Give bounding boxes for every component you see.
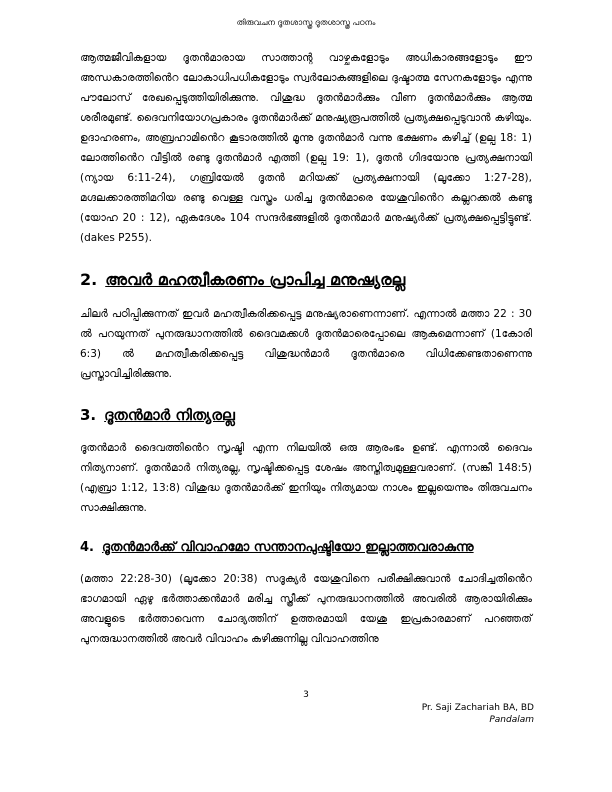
page-number: 3 xyxy=(303,690,309,700)
section-number: 3. xyxy=(80,406,97,424)
page-body xyxy=(80,48,532,671)
section-heading xyxy=(80,270,532,290)
section-title: അവർ മഹത്വീകരണം പ്രാപിച്ച മനുഷ്യരല്ല xyxy=(105,270,406,289)
author-name: Pr. Saji Zachariah BA, BD xyxy=(421,703,534,713)
section-heading xyxy=(80,406,532,424)
author-block xyxy=(422,702,534,726)
running-header: തിരുവചന ദൂതശാസ്ത്ര ദൂതശാസ്ത്ര പഠനം xyxy=(236,18,376,27)
body-paragraph: (മത്താ 22:28-30) (ലൂക്കോ 20:38) സദൂക്യർ യേശുവിനെ പരീക്ഷിക്കുവാൻ ചോദിച്ചതിൻെറ ഭാഗമായി ഏഴു ഭർത്താക്കൻമാർ മരിച്ച സ്ത്രീക്ക് പുനരുദ്ധാനത്തിൽ അവരിൽ ആരായിരിക്കും അവളുടെ ഭർത്താവെന്ന ചോദ്യത്തിന് ഉത്തരമായി യേശു ഇപ്രകാരമാണ് പറഞ്ഞത് പുനരുദ്ധാനത്തിൽ അവർ വിവാഹം കഴിക്കുന്നില്ല വിവാഹത്തിനു xyxy=(80,573,532,645)
author-location: Pandalam xyxy=(489,715,534,725)
section-title: ദൂതൻമാർ നിത്യരല്ല xyxy=(104,406,235,424)
section-number: 4. xyxy=(80,540,94,555)
body-paragraph: ആത്മജീവികളായ ദൂതൻമാരായ സാത്താന്റ വാഴ്ചകളോടും അധികാരങ്ങളോടും ഈ അന്ധകാരത്തിൻെറ ലോകാധിപധികളോടും സ്വർലോകങ്ങളിലെ ദുഷ്ടാത്മ സേനകളോടും എന്നു പൗലോസ് രേഖപ്പെടുത്തിയിരിക്കുന്നു. വിശുദ്ധ ദൂതൻമാർക്കും വീണ ദൂതൻമാർക്കും ആത്മ ശരീരമുണ്ട്. ദൈവനിയോഗപ്രകാരം ദൂതൻമാർക്ക് മനുഷ്യരൂപത്തിൽ പ്രത്യക്ഷപ്പെടുവാൻ കഴിയും. ഉദാഹരണം, അബ്രഹാമിൻെറ കൂടാരത്തിൽ മൂന്നു ദൂതൻമാർ വന്നു ഭക്ഷണം കഴിച്ച് (ഉല്പ 18: 1) ലോത്തിൻെറ വീട്ടിൽ രണ്ടു ദൂതൻമാർ എത്തി (ഉല്പ 19: 1), ദൂതൻ ഗിദയോനു പ്രത്യക്ഷനായി (ന്യായ 6:11-24), ഗബ്രിയേൽ ദൂതൻ മറിയക്ക് പ്രത്യക്ഷനായി (ലൂക്കോ 1:27-28), മഗ്ദലക്കാരത്തിമറിയ രണ്ടു വെള്ള വസ്ത്രം ധരിച്ച ദൂതൻമാരെ യേശുവിൻെറ കല്ലറക്കൽ കണ്ടു (യോഹ 20 : 12), ഏകദേശം 104 സന്ദർഭങ്ങളിൽ ദൂതൻമാർ മനുഷ്യർക്ക് പ്രത്യക്ഷപ്പെട്ടിട്ടുണ്ട്. (dakes P255). xyxy=(80,52,532,244)
section-number: 2. xyxy=(80,270,98,289)
body-paragraph: ദൂതൻമാർ ദൈവത്തിൻെറ സൃഷ്ടി എന്ന നിലയിൽ ഒരു ആരംഭം ഉണ്ട്. എന്നാൽ ദൈവം നിത്യനാണ്. ദൂതൻമാർ നിത്യരല്ല, സൃഷ്ടിക്കപ്പെട്ട ശേഷം അസ്തിത്വമുള്ളവരാണ്. (സങ്കീ 148:5) (എബ്രാ 1:12, 13:8) വിശുദ്ധ ദൂതൻമാർക്ക് ഇനിയും നിത്യമായ നാശം ഇല്ലയെന്നും തിരുവചനം സാക്ഷിക്കുന്നു. xyxy=(80,442,532,514)
section-title: ദൂതൻമാർക്ക് വിവാഹമോ സന്താനപുഷ്ടിയോ ഇല്ലാത്തവരാകുന്നു xyxy=(101,540,474,555)
body-paragraph: ചിലർ പഠിപ്പിക്കുന്നത് ഇവർ മഹത്വീകരിക്കപ്പെട്ട മനുഷ്യരാണെന്നാണ്. എന്നാൽ മത്താ 22 : 30 ൽ പറയുന്നത് പുനരുദ്ധാനത്തിൽ ദൈവമക്കൾ ദൂതൻമാരെപ്പോലെ ആകുമെന്നാണ് (1കോരി 6:3) ൽ മഹത്വീകരിക്കപ്പെട്ട വിശുദ്ധൻമാർ ദൂതൻമാരെ വിധിക്കേണ്ടതാണെന്നു പ്രസ്താവിച്ചിരിക്കുന്നു. xyxy=(80,308,532,380)
section-heading xyxy=(80,540,532,555)
